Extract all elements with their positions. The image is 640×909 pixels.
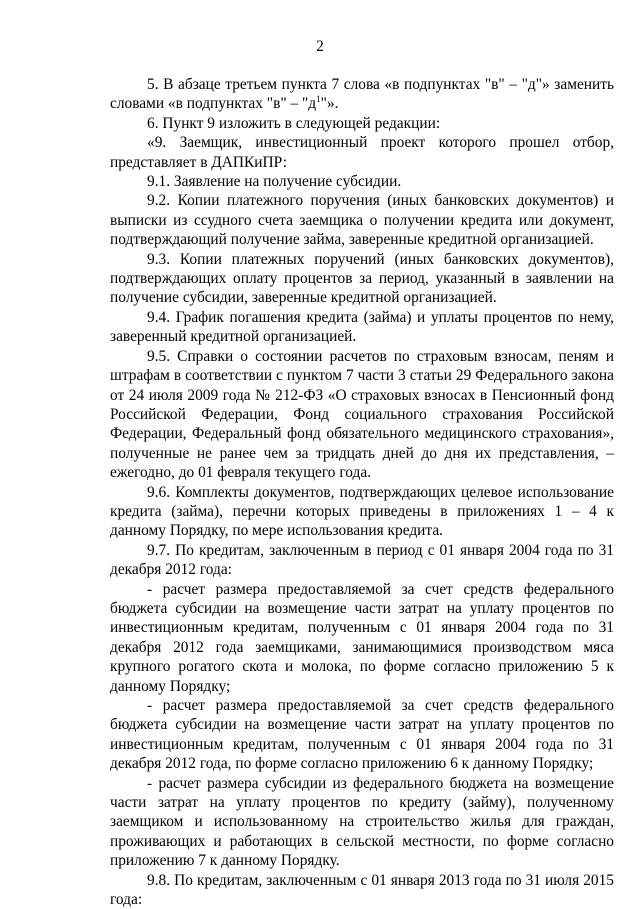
page-number: 2 xyxy=(316,38,324,55)
paragraph-9-7: 9.7. По кредитам, заключенным в период с 01 января 2004 года по 31 декабря 2012 года: xyxy=(110,541,614,579)
list-item-calc-investment: - расчет размера предоставляемой за счет средств федерального бюджета субсидии на возмещение части затрат на уплату процентов по инвестиционным кредитам, полученным с 01 января 2004 года по 31 декабря 2012 года, по форме согласно приложению 6 к данному Порядку; xyxy=(110,697,614,773)
paragraph-point-9: «9. Заемщик, инвестиционный проект которого прошел отбор, представляет в ДАПКиПР: xyxy=(110,134,614,171)
paragraph-item-5: 5. В абзаце третьем пункта 7 слова «в подпунктах "в" – "д"» заменить словами «в подпунктах "в" – "$д^1$"». xyxy=(110,76,614,113)
paragraph-9-4: 9.4. График погашения кредита (займа) и уплаты процентов по нему, заверенный кредитной организацией. xyxy=(110,308,614,346)
list-item-calc-cattle: - расчет размера предоставляемой за счет средств федерального бюджета субсидии на возмещение части затрат на уплату процентов по инвестиционным кредитам, полученным с 01 января 2004 года по 31 декабря 2012 года заемщиками, занимающимися производством мяса крупного рогатого скота и молока, по форме согласно приложению 5 к данному Порядку; xyxy=(110,580,614,695)
paragraph-9-5: 9.5. Справки о состоянии расчетов по страховым взносам, пеням и штрафам в соответствии с пунктом 7 части 3 статьи 29 Федерального закона от 24 июля 2009 года № 212-ФЗ «О страховых взносах в Пенсионный фонд Российской Федерации, Фонд социального страхования Российской Федерации, Федеральный фонд обязательного медицинского страхования», полученные не ранее чем за тридцать дней до дня их представления, – ежегодно, до 01 февраля текущего года. xyxy=(110,347,614,482)
document-body xyxy=(110,75,614,909)
list-item-calc-housing: - расчет размера субсидии из федерального бюджета на возмещение части затрат на уплату процентов по кредиту (займу), полученному заемщиком и использованному на строительство жилья для граждан, проживающих и работающих в сельской местности, по форме согласно приложению 7 к данному Порядку. xyxy=(110,774,614,870)
paragraph-9-3: 9.3. Копии платежных поручений (иных банковских документов), подтверждающих оплату процентов за период, указанный в заявлении на получение субсидии, заверенные кредитной организацией. xyxy=(110,250,614,307)
superscript-1: 1 xyxy=(316,94,321,105)
paragraph-item-6: 6. Пункт 9 изложить в следующей редакции: xyxy=(147,114,441,132)
paragraph-9-1: 9.1. Заявление на получение субсидии. xyxy=(147,173,402,191)
paragraph-9-6: 9.6. Комплекты документов, подтверждающих целевое использование кредита (займа), перечни которых приведены в приложениях 1 – 4 к данному Порядку, по мере использования кредита. xyxy=(110,483,614,540)
paragraph-9-8: 9.8. По кредитам, заключенным с 01 января 2013 года по 31 июля 2015 года: xyxy=(110,871,614,909)
paragraph-9-2: 9.2. Копии платежного поручения (иных банковских документов) и выписки из ссудного счета заемщика о получении кредита или документ, подтверждающий получение займа, заверенные кредитной организацией. xyxy=(110,192,614,249)
